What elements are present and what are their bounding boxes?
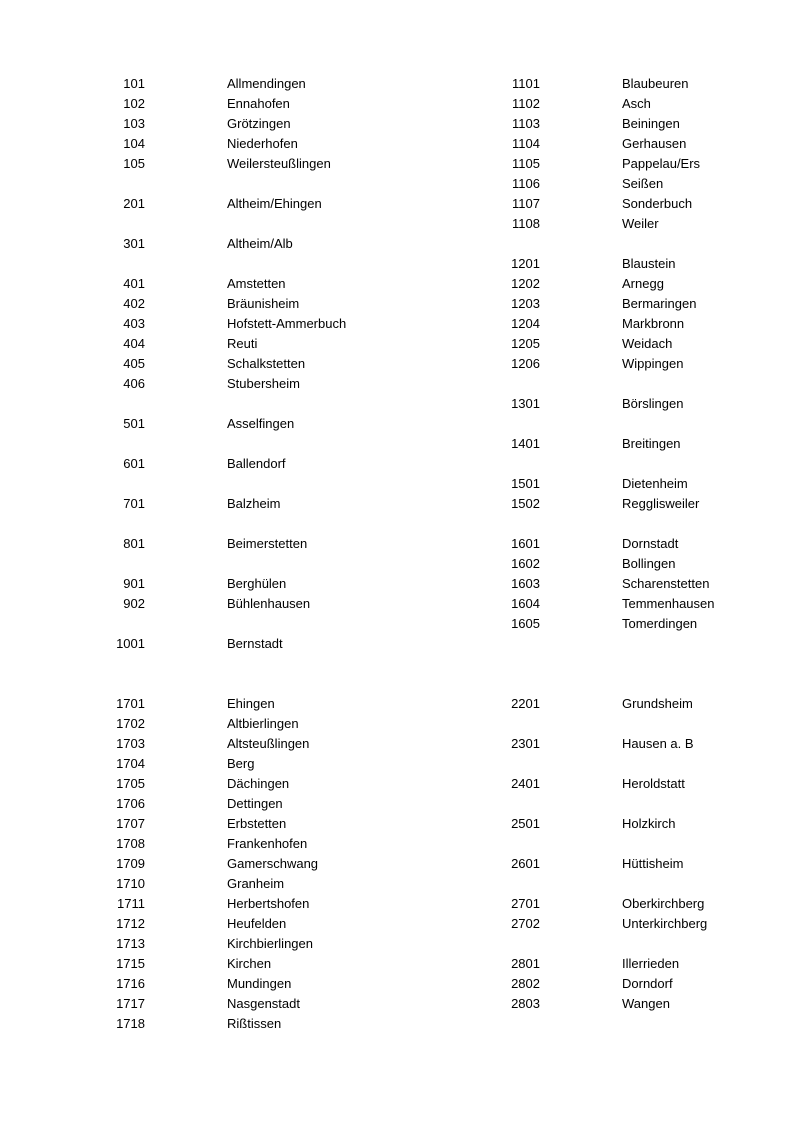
entry-number: 1106 [512, 176, 540, 191]
entry-number: 406 [123, 376, 145, 391]
entry-name: Ennahofen [227, 96, 290, 111]
entry-number: 1101 [512, 76, 540, 91]
entry-number: 1708 [116, 836, 145, 851]
entry-number: 1001 [116, 636, 145, 651]
list-item [492, 474, 700, 494]
entry-number: 1717 [116, 996, 145, 1011]
list-item [492, 734, 700, 754]
blank-row [100, 214, 480, 234]
list-item [100, 94, 480, 114]
blank-row [100, 614, 480, 634]
blank-row [492, 714, 700, 734]
blank-row [100, 554, 480, 574]
entry-name: Altbierlingen [227, 716, 299, 731]
list-item [492, 134, 700, 154]
entry-number: 405 [123, 356, 145, 371]
list-item [100, 574, 480, 594]
entry-number: 2801 [511, 956, 540, 971]
list-item [492, 154, 700, 174]
list-item [100, 994, 480, 1014]
entry-number: 1102 [512, 96, 540, 111]
entry-name: Wangen [622, 996, 670, 1011]
entry-number: 1705 [116, 776, 145, 791]
entry-name: Unterkirchberg [622, 916, 708, 931]
list-item [100, 134, 480, 154]
list-item [100, 794, 480, 814]
entry-name: Schalkstetten [227, 356, 306, 371]
entry-number: 1206 [511, 356, 540, 371]
list-item [100, 74, 480, 94]
entry-number: 1713 [116, 936, 145, 951]
blank-row [492, 934, 700, 954]
list-item [492, 594, 715, 614]
list-item [492, 114, 700, 134]
list-item [492, 914, 708, 934]
entry-name: Frankenhofen [227, 836, 308, 851]
entry-number: 2601 [511, 856, 540, 871]
list-item [100, 954, 480, 974]
list-item [100, 114, 480, 134]
list-item [100, 774, 480, 794]
entry-number: 1604 [511, 596, 540, 611]
list-item [492, 214, 700, 234]
entry-name: Hofstett-Ammerbuch [227, 316, 347, 331]
entry-name: Dächingen [227, 776, 290, 791]
entry-number: 801 [123, 536, 145, 551]
list-item [492, 774, 700, 794]
entry-name: Dietenheim [622, 476, 688, 491]
entry-number: 2501 [511, 816, 540, 831]
entry-name: Altsteußlingen [227, 736, 310, 751]
entry-number: 1204 [511, 316, 540, 331]
entry-number: 1701 [116, 696, 145, 711]
list-item [492, 494, 700, 514]
entry-name: Niederhofen [227, 136, 298, 151]
entry-name: Arnegg [622, 276, 664, 291]
blank-row [492, 234, 700, 254]
entry-name: Grundsheim [622, 696, 693, 711]
entry-name: Weilersteußlingen [227, 156, 331, 171]
entry-name: Berg [227, 756, 255, 771]
blank-row [100, 654, 480, 674]
entry-name: Seißen [622, 176, 664, 191]
entry-name: Dornstadt [622, 536, 679, 551]
list-item [492, 94, 700, 114]
entry-name: Gamerschwang [227, 856, 319, 871]
blank-row [100, 514, 480, 534]
entry-number: 105 [123, 156, 145, 171]
entry-name: Beiningen [622, 116, 680, 131]
blank-row [492, 674, 700, 694]
list-item [100, 414, 480, 434]
entry-name: Stubersheim [227, 376, 300, 391]
entry-number: 1201 [511, 256, 540, 271]
list-item [100, 534, 480, 554]
list-item [492, 974, 700, 994]
entry-name: Asch [622, 96, 651, 111]
blank-row [492, 834, 700, 854]
entry-name: Grötzingen [227, 116, 291, 131]
entry-number: 1704 [116, 756, 145, 771]
left-column-list [100, 74, 480, 1034]
entry-number: 1205 [511, 336, 540, 351]
entry-name: Kirchbierlingen [227, 936, 313, 951]
entry-number: 401 [123, 276, 145, 291]
entry-name: Bernstadt [227, 636, 283, 651]
entry-name: Rißtissen [227, 1016, 282, 1031]
entry-number: 2802 [511, 976, 540, 991]
list-item [100, 454, 480, 474]
entry-number: 1710 [116, 876, 145, 891]
entry-number: 2702 [511, 916, 540, 931]
entry-number: 1605 [511, 616, 540, 631]
entry-number: 2803 [511, 996, 540, 1011]
blank-row [100, 174, 480, 194]
entry-name: Holzkirch [622, 816, 676, 831]
entry-number: 1108 [512, 216, 540, 231]
entry-name: Börslingen [622, 396, 684, 411]
list-item [100, 354, 480, 374]
list-item [492, 74, 700, 94]
entry-number: 1601 [511, 536, 540, 551]
entry-name: Wippingen [622, 356, 684, 371]
entry-number: 1105 [512, 156, 540, 171]
blank-row [492, 794, 700, 814]
list-item [492, 954, 700, 974]
list-item [492, 294, 700, 314]
entry-name: Weidach [622, 336, 673, 351]
entry-name: Hausen a. B [622, 736, 694, 751]
list-item [492, 694, 700, 714]
list-item [100, 714, 480, 734]
list-item [100, 754, 480, 774]
list-item [100, 374, 480, 394]
list-item [492, 314, 700, 334]
entry-number: 1711 [117, 896, 145, 911]
list-item [100, 894, 480, 914]
entry-number: 201 [123, 196, 145, 211]
entry-number: 403 [123, 316, 145, 331]
entry-number: 1104 [512, 136, 540, 151]
list-item [100, 194, 480, 214]
entry-name: Altheim/Ehingen [227, 196, 322, 211]
entry-name: Scharenstetten [622, 576, 710, 591]
entry-name: Oberkirchberg [622, 896, 705, 911]
list-item [100, 874, 480, 894]
entry-name: Hüttisheim [622, 856, 684, 871]
entry-name: Breitingen [622, 436, 681, 451]
entry-number: 102 [123, 96, 145, 111]
blank-row [492, 454, 700, 474]
blank-row [492, 874, 700, 894]
entry-number: 601 [123, 456, 145, 471]
list-item [100, 914, 480, 934]
list-item [100, 974, 480, 994]
entry-name: Balzheim [227, 496, 281, 511]
entry-number: 104 [123, 136, 145, 151]
entry-name: Dettingen [227, 796, 283, 811]
blank-row [492, 414, 700, 434]
blank-row [492, 634, 700, 654]
list-item [100, 834, 480, 854]
entry-name: Temmenhausen [622, 596, 715, 611]
entry-number: 1301 [511, 396, 540, 411]
entry-number: 2401 [511, 776, 540, 791]
entry-name: Asselfingen [227, 416, 295, 431]
entry-number: 101 [123, 76, 145, 91]
entry-number: 1502 [511, 496, 540, 511]
entry-number: 1712 [116, 916, 145, 931]
list-item [492, 194, 700, 214]
blank-row [100, 394, 480, 414]
blank-row [100, 474, 480, 494]
list-item [100, 294, 480, 314]
entry-number: 1107 [512, 196, 540, 211]
list-item [492, 614, 700, 634]
list-item [100, 734, 480, 754]
entry-name: Heroldstatt [622, 776, 685, 791]
entry-number: 1103 [512, 116, 540, 131]
blank-row [492, 514, 700, 534]
entry-name: Regglisweiler [622, 496, 700, 511]
entry-number: 1707 [116, 816, 145, 831]
list-item [100, 814, 480, 834]
entry-name: Blaubeuren [622, 76, 689, 91]
entry-name: Bühlenhausen [227, 596, 311, 611]
entry-name: Beimerstetten [227, 536, 308, 551]
entry-number: 1702 [116, 716, 145, 731]
entry-number: 1703 [116, 736, 145, 751]
entry-number: 1401 [511, 436, 540, 451]
list-item [492, 254, 700, 274]
entry-number: 902 [123, 596, 145, 611]
blank-row [100, 434, 480, 454]
list-item [492, 434, 700, 454]
list-item [492, 354, 700, 374]
entry-number: 1501 [511, 476, 540, 491]
entry-name: Ballendorf [227, 456, 286, 471]
entry-number: 1716 [116, 976, 145, 991]
entry-name: Berghülen [227, 576, 287, 591]
list-item [100, 854, 480, 874]
list-item [492, 574, 710, 594]
entry-number: 1715 [116, 956, 145, 971]
entry-name: Heufelden [227, 916, 287, 931]
entry-name: Nasgenstadt [227, 996, 300, 1011]
entry-name: Sonderbuch [622, 196, 693, 211]
list-item [100, 1014, 480, 1034]
entry-name: Bräunisheim [227, 296, 300, 311]
entry-name: Kirchen [227, 956, 272, 971]
entry-name: Granheim [227, 876, 285, 891]
list-item [492, 174, 700, 194]
entry-number: 402 [123, 296, 145, 311]
list-item [492, 854, 700, 874]
list-item [100, 234, 480, 254]
entry-name: Weiler [622, 216, 659, 231]
entry-number: 1706 [116, 796, 145, 811]
list-item [492, 894, 705, 914]
entry-name: Mundingen [227, 976, 292, 991]
list-item [100, 494, 480, 514]
entry-name: Allmendingen [227, 76, 306, 91]
list-item [492, 534, 700, 554]
list-item [492, 274, 700, 294]
list-item [100, 314, 480, 334]
entry-number: 1603 [511, 576, 540, 591]
blank-row [492, 654, 700, 674]
entry-name: Altheim/Alb [227, 236, 293, 251]
blank-row [492, 374, 700, 394]
entry-number: 501 [123, 416, 145, 431]
entry-name: Herbertshofen [227, 896, 310, 911]
entry-number: 103 [123, 116, 145, 131]
entry-name: Tomerdingen [622, 616, 698, 631]
list-item [492, 994, 700, 1014]
entry-number: 404 [123, 336, 145, 351]
entry-number: 1718 [116, 1016, 145, 1031]
entry-name: Erbstetten [227, 816, 287, 831]
entry-name: Amstetten [227, 276, 286, 291]
entry-name: Bermaringen [622, 296, 697, 311]
list-item [100, 934, 480, 954]
list-item [492, 554, 700, 574]
entry-name: Bollingen [622, 556, 676, 571]
entry-name: Pappelau/Ers [622, 156, 701, 171]
list-item [100, 154, 480, 174]
entry-number: 901 [123, 576, 145, 591]
blank-row [100, 254, 480, 274]
entry-name: Blaustein [622, 256, 676, 271]
entry-number: 1602 [511, 556, 540, 571]
entry-number: 2301 [511, 736, 540, 751]
entry-name: Ehingen [227, 696, 275, 711]
blank-row [100, 674, 480, 694]
entry-name: Illerrieden [622, 956, 680, 971]
list-item [100, 594, 480, 614]
entry-number: 1203 [511, 296, 540, 311]
entry-number: 2201 [511, 696, 540, 711]
list-item [492, 814, 700, 834]
list-item [100, 694, 480, 714]
blank-row [492, 754, 700, 774]
entry-number: 1202 [511, 276, 540, 291]
list-item [100, 634, 480, 654]
entry-name: Gerhausen [622, 136, 687, 151]
entry-name: Dorndorf [622, 976, 673, 991]
list-item [100, 274, 480, 294]
entry-number: 2701 [511, 896, 540, 911]
entry-name: Reuti [227, 336, 258, 351]
entry-name: Markbronn [622, 316, 685, 331]
list-item [492, 334, 700, 354]
entry-number: 301 [123, 236, 145, 251]
entry-number: 701 [123, 496, 145, 511]
list-item [492, 394, 700, 414]
entry-number: 1709 [116, 856, 145, 871]
right-column-list [492, 74, 715, 1014]
list-item [100, 334, 480, 354]
